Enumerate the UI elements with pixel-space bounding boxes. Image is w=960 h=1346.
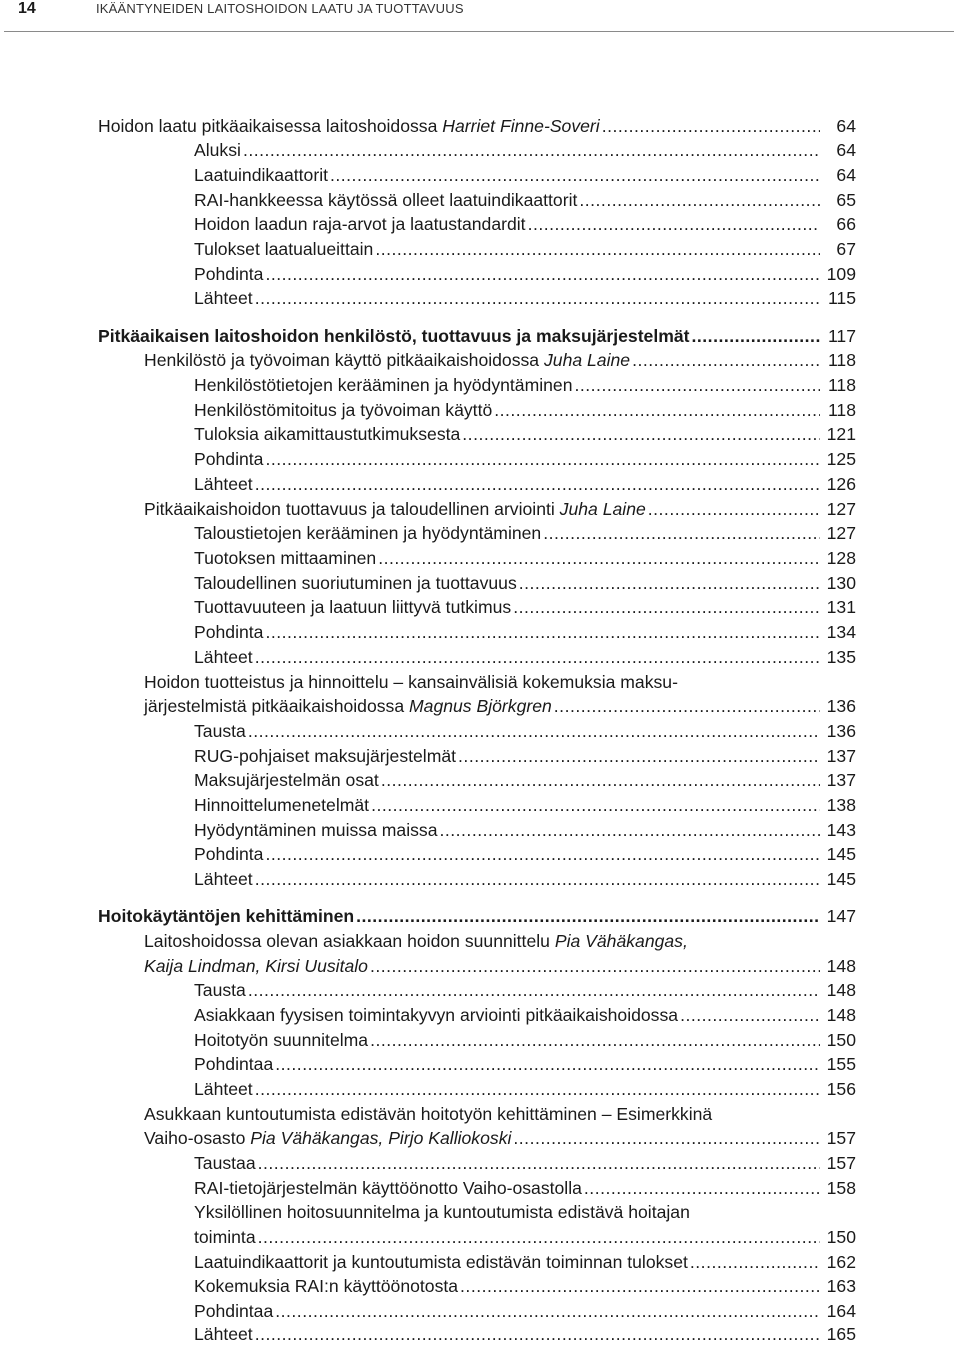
toc-entry[interactable] [144, 954, 856, 978]
leader-dots [258, 1225, 820, 1249]
leader-dots [356, 904, 820, 928]
leader-dots [258, 1151, 820, 1175]
toc-entry-page: 127 [826, 499, 856, 519]
toc-entry-page: 162 [826, 1252, 856, 1272]
toc-entry-page: 109 [826, 264, 856, 284]
leader-dots [575, 373, 821, 397]
toc-section-entry[interactable] [98, 324, 856, 348]
toc-entry[interactable] [194, 1052, 856, 1076]
toc-entry-first-line: Hoidon tuotteistus ja hinnoittelu – kansainvälisiä kokemuksia maksu- [144, 672, 678, 692]
leader-dots [494, 398, 820, 422]
toc-entry[interactable] [194, 262, 856, 286]
toc-entry-title: Lähteet [194, 647, 253, 667]
leader-dots [370, 1028, 820, 1052]
toc-entry-page: 127 [826, 523, 856, 543]
toc-entry[interactable] [194, 1176, 856, 1200]
toc-entry-title: Lähteet [194, 474, 253, 494]
toc-entry-page: 136 [826, 696, 856, 716]
toc-entry-page: 118 [827, 375, 856, 395]
leader-dots [255, 1077, 820, 1101]
toc-entry-first-line [144, 929, 688, 953]
leader-dots [255, 472, 820, 496]
toc-entry-page: 128 [826, 548, 856, 568]
toc-entry[interactable] [194, 163, 856, 187]
toc-entry-title: Henkilöstötietojen kerääminen ja hyödyntäminen [194, 375, 573, 395]
toc-entry-title: Pohdintaa [194, 1301, 274, 1321]
toc-section-entry[interactable] [98, 904, 856, 928]
toc-entry-page: 64 [836, 140, 856, 160]
leader-dots [265, 447, 820, 471]
toc-entry-page: 121 [826, 424, 856, 444]
leader-dots [462, 422, 820, 446]
toc-entry-title: RAI-hankkeessa käytössä olleet laatuindikaattorit [194, 190, 578, 210]
page-header [0, 0, 960, 34]
leader-dots [690, 1250, 820, 1274]
toc-entry-page: 65 [836, 190, 856, 210]
leader-dots [255, 867, 820, 891]
toc-entry-title: Lähteet [194, 288, 253, 308]
toc-entry[interactable] [194, 521, 856, 545]
toc-entry-first-line: Asukkaan kuntoutumista edistävän hoitotyön kehittäminen – Esimerkkinä [144, 1104, 713, 1124]
toc-entry[interactable] [194, 1003, 856, 1027]
toc-entry[interactable] [194, 447, 856, 471]
toc-entry-page: 148 [826, 980, 856, 1000]
toc-entry-author: Kaija Lindman, Kirsi Uusitalo [144, 956, 368, 976]
toc-entry-page: 157 [826, 1128, 856, 1148]
toc-entry[interactable] [194, 818, 856, 842]
toc-entry[interactable] [194, 398, 856, 422]
toc-entry-page: 130 [826, 573, 856, 593]
toc-entry[interactable] [194, 237, 856, 261]
toc-entry[interactable] [194, 595, 856, 619]
header-divider [4, 31, 954, 32]
toc-entry-title: Pohdinta [194, 264, 264, 284]
leader-dots [248, 719, 820, 743]
toc-entry-title: Aluksi [194, 140, 241, 160]
leader-dots [248, 978, 820, 1002]
toc-entry-title: Lähteet [194, 869, 253, 889]
toc-entry-title: Tausta [194, 721, 246, 741]
toc-entry[interactable] [194, 422, 856, 446]
toc-entry[interactable] [144, 497, 856, 521]
toc-entry-page: 135 [826, 647, 856, 667]
leader-dots [519, 571, 820, 595]
leader-dots [243, 138, 820, 162]
toc-entry-title: Taloudellinen suoriutuminen ja tuottavuus [194, 573, 517, 593]
toc-entry-title: Laatuindikaattorit ja kuntoutumista edistävän toiminnan tulokset [194, 1252, 688, 1272]
toc-entry-title: Kokemuksia RAI:n käyttöönotosta [194, 1276, 459, 1296]
leader-dots [543, 521, 820, 545]
toc-entry[interactable] [194, 571, 856, 595]
toc-entry-page: 66 [836, 214, 856, 234]
toc-entry-page: 145 [826, 844, 856, 864]
leader-dots [632, 348, 820, 372]
toc-entry-title: Hoidon laatu pitkäaikaisessa laitoshoidossa [98, 116, 443, 136]
toc-entry[interactable] [194, 744, 856, 768]
toc-entry-title: Hinnoittelumenetelmät [194, 795, 370, 815]
toc-entry-author: Juha Laine [559, 499, 646, 519]
toc-section-title: Hoitokäytäntöjen kehittäminen [98, 906, 355, 926]
leader-dots [255, 1322, 820, 1346]
toc-entry-first-line: Yksilöllinen hoitosuunnitelma ja kuntoutumista edistävä hoitajan [194, 1202, 690, 1222]
leader-dots [680, 1003, 820, 1027]
toc-entry[interactable] [144, 1126, 856, 1150]
toc-entry-title: Tuottavuuteen ja laatuun liittyvä tutkimus [194, 597, 512, 617]
toc-entry-title: Vaiho-osasto [144, 1128, 251, 1148]
toc-entry-title: järjestelmistä pitkäaikaishoidossa [144, 696, 410, 716]
toc-entry[interactable] [194, 546, 856, 570]
toc-entry-title: Laatuindikaattorit [194, 165, 328, 185]
leader-dots [458, 744, 820, 768]
leader-dots [330, 163, 820, 187]
toc-entry[interactable] [194, 1225, 856, 1249]
leader-dots [692, 324, 820, 348]
toc-entry-page: 138 [826, 795, 856, 815]
toc-entry[interactable] [194, 978, 856, 1002]
toc-entry-title: Laitoshoidossa olevan asiakkaan hoidon suunnittelu [144, 931, 555, 951]
leader-dots [371, 793, 820, 817]
toc-entry-page: 125 [826, 449, 856, 469]
toc-entry-page: 136 [826, 721, 856, 741]
toc-entry-title: Tuotoksen mittaaminen [194, 548, 377, 568]
toc-entry-page: 147 [826, 906, 856, 926]
toc-entry[interactable] [194, 842, 856, 866]
toc-entry[interactable] [194, 1077, 856, 1101]
toc-entry-title: Pohdinta [194, 844, 264, 864]
toc-entry-title: Maksujärjestelmän osat [194, 770, 379, 790]
toc-entry-author: Magnus Björkgren [409, 696, 552, 716]
toc-entry-title: Taustaa [194, 1153, 256, 1173]
toc-entry-title: Lähteet [194, 1079, 253, 1099]
toc-entry-title: Pohdintaa [194, 1054, 274, 1074]
leader-dots [648, 497, 820, 521]
toc-entry-title: Tulokset laatualueittain [194, 239, 374, 259]
toc-entry-page: 158 [826, 1178, 856, 1198]
toc-entry[interactable] [194, 620, 856, 644]
toc-entry-title: Pohdinta [194, 449, 264, 469]
toc-entry-title: Pitkäaikaishoidon tuottavuus ja taloudellinen arviointi [144, 499, 560, 519]
toc-entry-page: 134 [826, 622, 856, 642]
leader-dots [265, 262, 820, 286]
toc-section-title: Pitkäaikaisen laitoshoidon henkilöstö, tuottavuus ja maksujärjestelmät [98, 326, 690, 346]
leader-dots [460, 1274, 820, 1298]
leader-dots [554, 694, 820, 718]
toc-entry[interactable] [144, 694, 856, 718]
toc-entry-page: 148 [826, 1005, 856, 1025]
toc-entry-page: 64 [836, 165, 856, 185]
leader-dots [381, 768, 820, 792]
toc-entry-page: 118 [827, 350, 856, 370]
toc-entry-title: Hoitotyön suunnitelma [194, 1030, 369, 1050]
leader-dots [513, 1126, 820, 1150]
leader-dots [579, 188, 820, 212]
toc-entry-author: Pia Vähäkangas, [554, 931, 688, 951]
toc-entry-page: 137 [826, 770, 856, 790]
toc-entry-title: Hyödyntäminen muissa maissa [194, 820, 438, 840]
leader-dots [265, 620, 820, 644]
leader-dots [255, 645, 820, 669]
toc-entry-title: Asiakkaan fyysisen toimintakyvyn arviointi pitkäaikaishoidossa [194, 1005, 679, 1025]
toc-entry-title: Tuloksia aikamittaustutkimuksesta [194, 424, 461, 444]
toc-entry-page: 64 [836, 116, 856, 136]
toc-entry[interactable] [194, 1274, 856, 1298]
leader-dots [255, 286, 820, 310]
toc-entry[interactable] [194, 286, 856, 310]
toc-entry[interactable] [194, 867, 856, 891]
leader-dots [439, 818, 820, 842]
toc-entry-page: 118 [827, 400, 856, 420]
toc-entry-author: Harriet Finne-Soveri [442, 116, 600, 136]
toc-entry-page: 126 [826, 474, 856, 494]
toc-entry[interactable] [194, 1151, 856, 1175]
toc-entry[interactable] [194, 1028, 856, 1052]
toc-entry-page: 115 [827, 288, 856, 308]
leader-dots [275, 1052, 820, 1076]
toc-entry[interactable] [144, 348, 856, 372]
leader-dots [378, 546, 820, 570]
leader-dots [602, 114, 820, 138]
toc-entry-page: 165 [826, 1324, 856, 1344]
toc-entry-page: 67 [836, 239, 856, 259]
toc-entry-title: RUG-pohjaiset maksujärjestelmät [194, 746, 457, 766]
toc-entry-page: 155 [826, 1054, 856, 1074]
toc-entry-page: 148 [826, 956, 856, 976]
toc-entry[interactable] [194, 1250, 856, 1274]
toc-entry-title: Lähteet [194, 1324, 253, 1344]
toc-entry-title: toiminta [194, 1227, 256, 1247]
toc-entry-page: 163 [826, 1276, 856, 1296]
toc-entry[interactable] [194, 719, 856, 743]
leader-dots [375, 237, 820, 261]
running-title: IKÄÄNTYNEIDEN LAITOSHOIDON LAATU JA TUOTTAVUUS [96, 1, 464, 16]
toc-entry-page: 156 [826, 1079, 856, 1099]
toc-entry-page: 137 [826, 746, 856, 766]
toc-entry[interactable] [194, 188, 856, 212]
leader-dots [265, 842, 820, 866]
toc-entry[interactable] [194, 138, 856, 162]
toc-entry-author: Juha Laine [543, 350, 631, 370]
toc-entry-title: Henkilöstö ja työvoiman käyttö pitkäaikaishoidossa [144, 350, 544, 370]
toc-entry-title: Pohdinta [194, 622, 264, 642]
toc-entry-page: 143 [826, 820, 856, 840]
leader-dots [370, 954, 820, 978]
toc-entry-author: Pia Vähäkangas, Pirjo Kalliokoski [250, 1128, 512, 1148]
toc-entry-page: 150 [826, 1030, 856, 1050]
toc-entry-title: Tausta [194, 980, 246, 1000]
page-number: 14 [18, 0, 36, 17]
leader-dots [584, 1176, 820, 1200]
toc-entry-title: Taloustietojen kerääminen ja hyödyntäminen [194, 523, 542, 543]
toc-entry-page: 117 [827, 326, 856, 346]
leader-dots [513, 595, 820, 619]
toc-entry[interactable] [194, 1322, 856, 1346]
toc-entry-title: Hoidon laadun raja-arvot ja laatustandardit [194, 214, 526, 234]
toc-entry-page: 150 [826, 1227, 856, 1247]
toc-entry-page: 131 [826, 597, 856, 617]
toc-entry-page: 157 [826, 1153, 856, 1173]
toc-entry[interactable] [98, 114, 856, 138]
toc-entry-title: RAI-tietojärjestelmän käyttöönotto Vaiho-osastolla [194, 1178, 582, 1198]
leader-dots [275, 1299, 820, 1323]
toc-entry-title: Henkilöstömitoitus ja työvoiman käyttö [194, 400, 493, 420]
toc-entry-page: 164 [826, 1301, 856, 1321]
toc-entry[interactable] [194, 212, 856, 236]
toc-entry-page: 145 [826, 869, 856, 889]
toc-entry[interactable] [194, 373, 856, 397]
toc-entry[interactable] [194, 1299, 856, 1323]
toc-entry[interactable] [194, 793, 856, 817]
toc-entry[interactable] [194, 768, 856, 792]
toc-entry[interactable] [194, 472, 856, 496]
leader-dots [528, 212, 820, 236]
toc-entry[interactable] [194, 645, 856, 669]
